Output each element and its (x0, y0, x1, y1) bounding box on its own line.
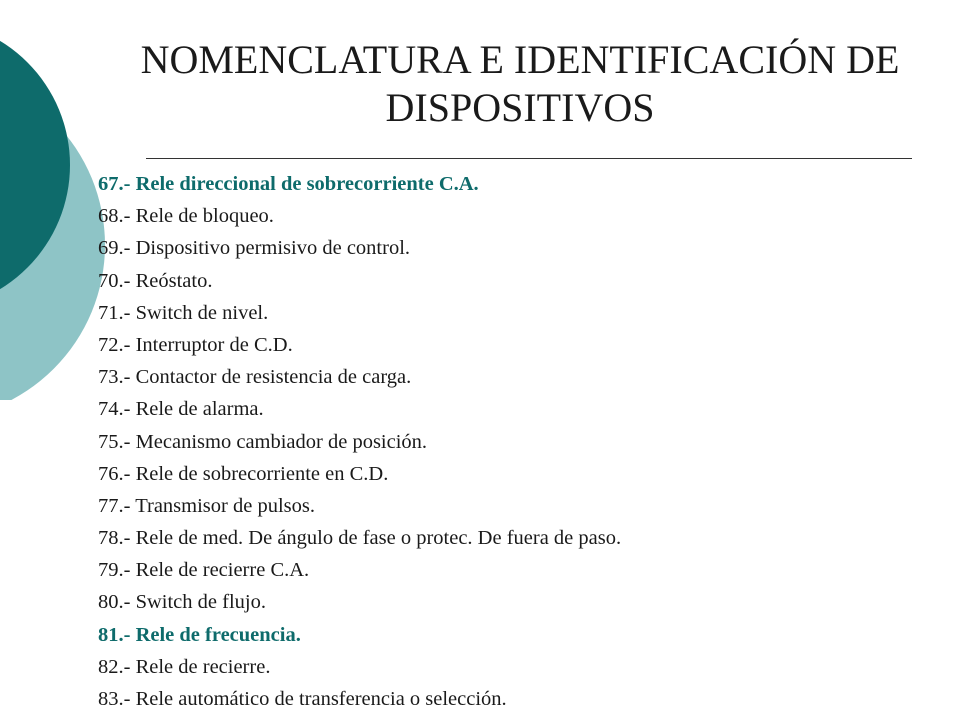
title-divider (146, 158, 912, 159)
list-item: 79.- Rele de recierre C.A. (98, 559, 310, 582)
list-item: 83.- Rele automático de transferencia o selección. (98, 688, 507, 710)
list-item: 72.- Interruptor de C.D. (98, 333, 293, 356)
list-item: 70.- Reóstato. (98, 269, 213, 292)
list-item: 77.- Transmisor de pulsos. (98, 494, 315, 517)
device-list (98, 168, 621, 715)
list-item: 74.- Rele de alarma. (98, 398, 264, 421)
list-item: 73.- Contactor de resistencia de carga. (98, 366, 412, 389)
list-item: 76.- Rele de sobrecorriente en C.D. (98, 462, 389, 485)
list-item: 68.- Rele de bloqueo. (98, 205, 274, 228)
list-item: 69.- Dispositivo permisivo de control. (98, 237, 411, 260)
slide-title (60, 36, 960, 132)
title-line-2: DISPOSITIVOS (385, 85, 655, 130)
list-item: 78.- Rele de med. De ángulo de fase o protec. De fuera de paso. (98, 527, 622, 550)
list-item: 67.- Rele direccional de sobrecorriente C.A. (98, 173, 479, 195)
list-item: 82.- Rele de recierre. (98, 655, 271, 678)
list-item: 81.- Rele de frecuencia. (98, 623, 301, 646)
title-line-1: NOMENCLATURA E IDENTIFICACIÓN DE (140, 37, 900, 82)
list-item: 80.- Switch de flujo. (98, 591, 266, 614)
list-item: 75.- Mecanismo cambiador de posición. (98, 430, 428, 453)
list-item: 71.- Switch de nivel. (98, 301, 269, 324)
